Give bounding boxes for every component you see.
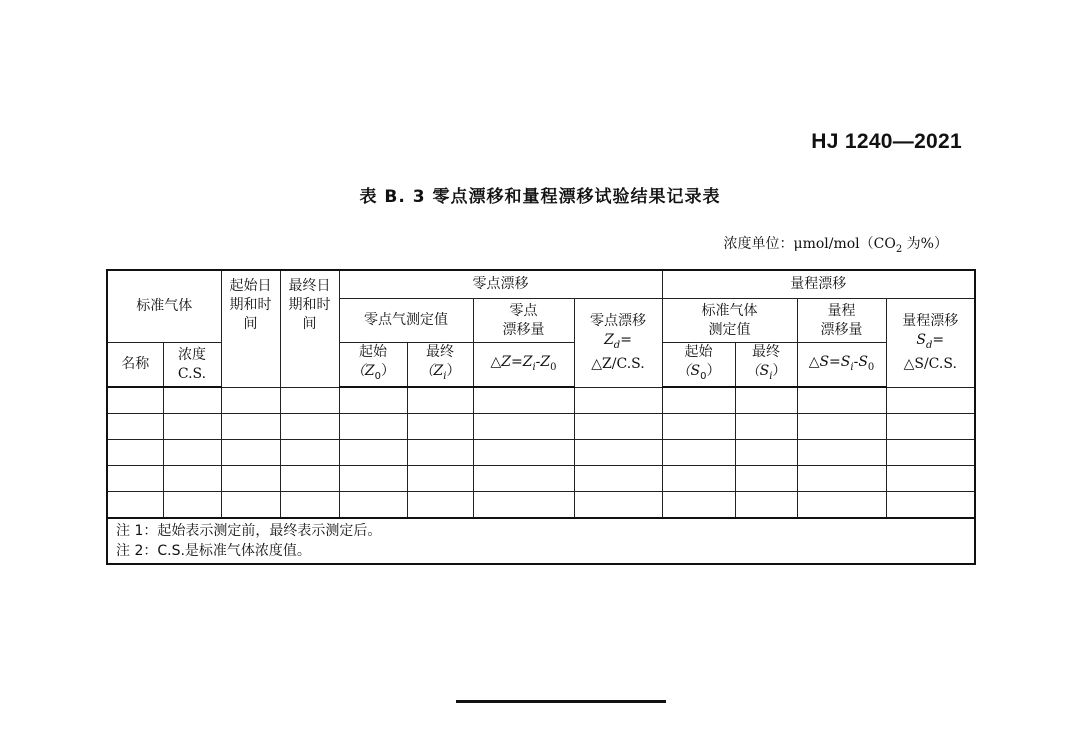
header-span-measured bbox=[662, 299, 797, 343]
table-title: 表 B. 3 零点漂移和量程漂移试验结果记录表 bbox=[359, 187, 721, 207]
ds-p2: -S bbox=[853, 353, 868, 370]
dz-s1: i bbox=[532, 361, 536, 373]
end-time-l3: 间 bbox=[302, 316, 317, 332]
footer-rule bbox=[456, 700, 666, 703]
notes-cell bbox=[107, 518, 975, 564]
start-time-l2: 期和时 bbox=[229, 297, 272, 313]
header-dz-formula bbox=[473, 343, 574, 388]
span-measured-l2: 测定值 bbox=[708, 321, 751, 338]
header-conc bbox=[163, 343, 221, 388]
s-start-close: ） bbox=[706, 363, 721, 380]
zero-amount-l2: 漂移量 bbox=[502, 321, 545, 338]
conc-l2: C.S. bbox=[177, 365, 207, 382]
start-time-l3: 间 bbox=[243, 316, 258, 332]
dz-p2: -Z bbox=[535, 353, 551, 370]
table-row bbox=[107, 414, 975, 440]
zero-drift-sym: Z bbox=[604, 331, 614, 348]
header-span-drift bbox=[886, 299, 975, 388]
header-row-1 bbox=[107, 270, 975, 299]
dz-s2: 0 bbox=[550, 361, 557, 373]
span-amount-l2: 漂移量 bbox=[820, 321, 863, 338]
table-row bbox=[107, 466, 975, 492]
z-end-close: ） bbox=[446, 363, 461, 380]
conc-l1: 浓度 bbox=[178, 346, 206, 363]
table-row bbox=[107, 492, 975, 519]
header-span-drift-amount bbox=[797, 299, 886, 343]
end-time-l1: 最终日 bbox=[288, 278, 331, 294]
s-end-sub: i bbox=[769, 370, 773, 382]
s-end-sym: （S bbox=[745, 363, 770, 380]
header-end-time bbox=[280, 270, 339, 387]
unit-sub: 2 bbox=[895, 243, 903, 255]
header-std-gas: 标准气体 bbox=[107, 270, 221, 343]
unit-note bbox=[723, 233, 948, 255]
s-start-label: 起始 bbox=[684, 344, 713, 361]
z-start-close: ） bbox=[381, 363, 396, 380]
zero-drift-eq: = bbox=[620, 331, 632, 348]
zero-drift-sub: d bbox=[613, 339, 621, 351]
header-zero-drift-amount bbox=[473, 299, 574, 343]
z-end-sym: （Z bbox=[419, 363, 444, 380]
header-zero-drift-group: 零点漂移 bbox=[339, 270, 662, 299]
z-start-sym: （Z bbox=[350, 363, 375, 380]
ds-s2: 0 bbox=[867, 361, 875, 373]
notes-row bbox=[107, 518, 975, 564]
z-start-sub: 0 bbox=[374, 370, 382, 382]
unit-suffix: 为%） bbox=[902, 236, 948, 252]
unit-prefix: 浓度单位：μmol/mol（CO bbox=[723, 236, 896, 252]
ds-p1: △S=S bbox=[808, 353, 851, 370]
header-z-start bbox=[339, 343, 407, 388]
header-s-start bbox=[662, 343, 735, 388]
s-end-label: 最终 bbox=[752, 344, 780, 361]
span-drift-sub: d bbox=[925, 339, 933, 351]
span-drift-expr: △S/C.S. bbox=[903, 355, 957, 372]
span-drift-label: 量程漂移 bbox=[902, 312, 959, 329]
header-z-end bbox=[407, 343, 473, 388]
note-2: 注 2：C.S.是标准气体浓度值。 bbox=[116, 543, 311, 559]
span-amount-l1: 量程 bbox=[827, 302, 856, 319]
z-start-label: 起始 bbox=[359, 344, 387, 361]
end-time-l2: 期和时 bbox=[288, 297, 331, 313]
z-end-label: 最终 bbox=[426, 344, 454, 361]
header-name: 名称 bbox=[107, 343, 163, 388]
span-drift-eq: = bbox=[932, 331, 945, 348]
header-zero-measured: 零点气测定值 bbox=[339, 299, 473, 343]
table-row bbox=[107, 440, 975, 466]
header-start-time bbox=[221, 270, 280, 387]
s-start-sub: 0 bbox=[700, 370, 707, 382]
s-end-close: ） bbox=[772, 363, 787, 380]
header-s-end bbox=[735, 343, 797, 388]
zero-drift-expr: △Z/C.S. bbox=[591, 355, 645, 372]
zero-amount-l1: 零点 bbox=[509, 302, 538, 319]
ds-s1: i bbox=[850, 361, 854, 373]
span-drift-sym: S bbox=[916, 331, 926, 348]
standard-code: HJ 1240—2021 bbox=[811, 130, 962, 153]
span-measured-l1: 标准气体 bbox=[701, 302, 758, 319]
header-ds-formula bbox=[797, 343, 886, 388]
dz-p1: △Z=Z bbox=[490, 353, 533, 370]
note-1: 注 1：起始表示测定前，最终表示测定后。 bbox=[116, 523, 382, 539]
zero-drift-label: 零点漂移 bbox=[590, 312, 646, 329]
header-zero-drift bbox=[574, 299, 662, 388]
z-end-sub: i bbox=[443, 370, 447, 382]
table-row bbox=[107, 387, 975, 414]
header-span-drift-group: 量程漂移 bbox=[662, 270, 975, 299]
start-time-l1: 起始日 bbox=[229, 278, 272, 294]
s-start-sym: （S bbox=[676, 363, 701, 380]
record-table bbox=[106, 269, 976, 565]
